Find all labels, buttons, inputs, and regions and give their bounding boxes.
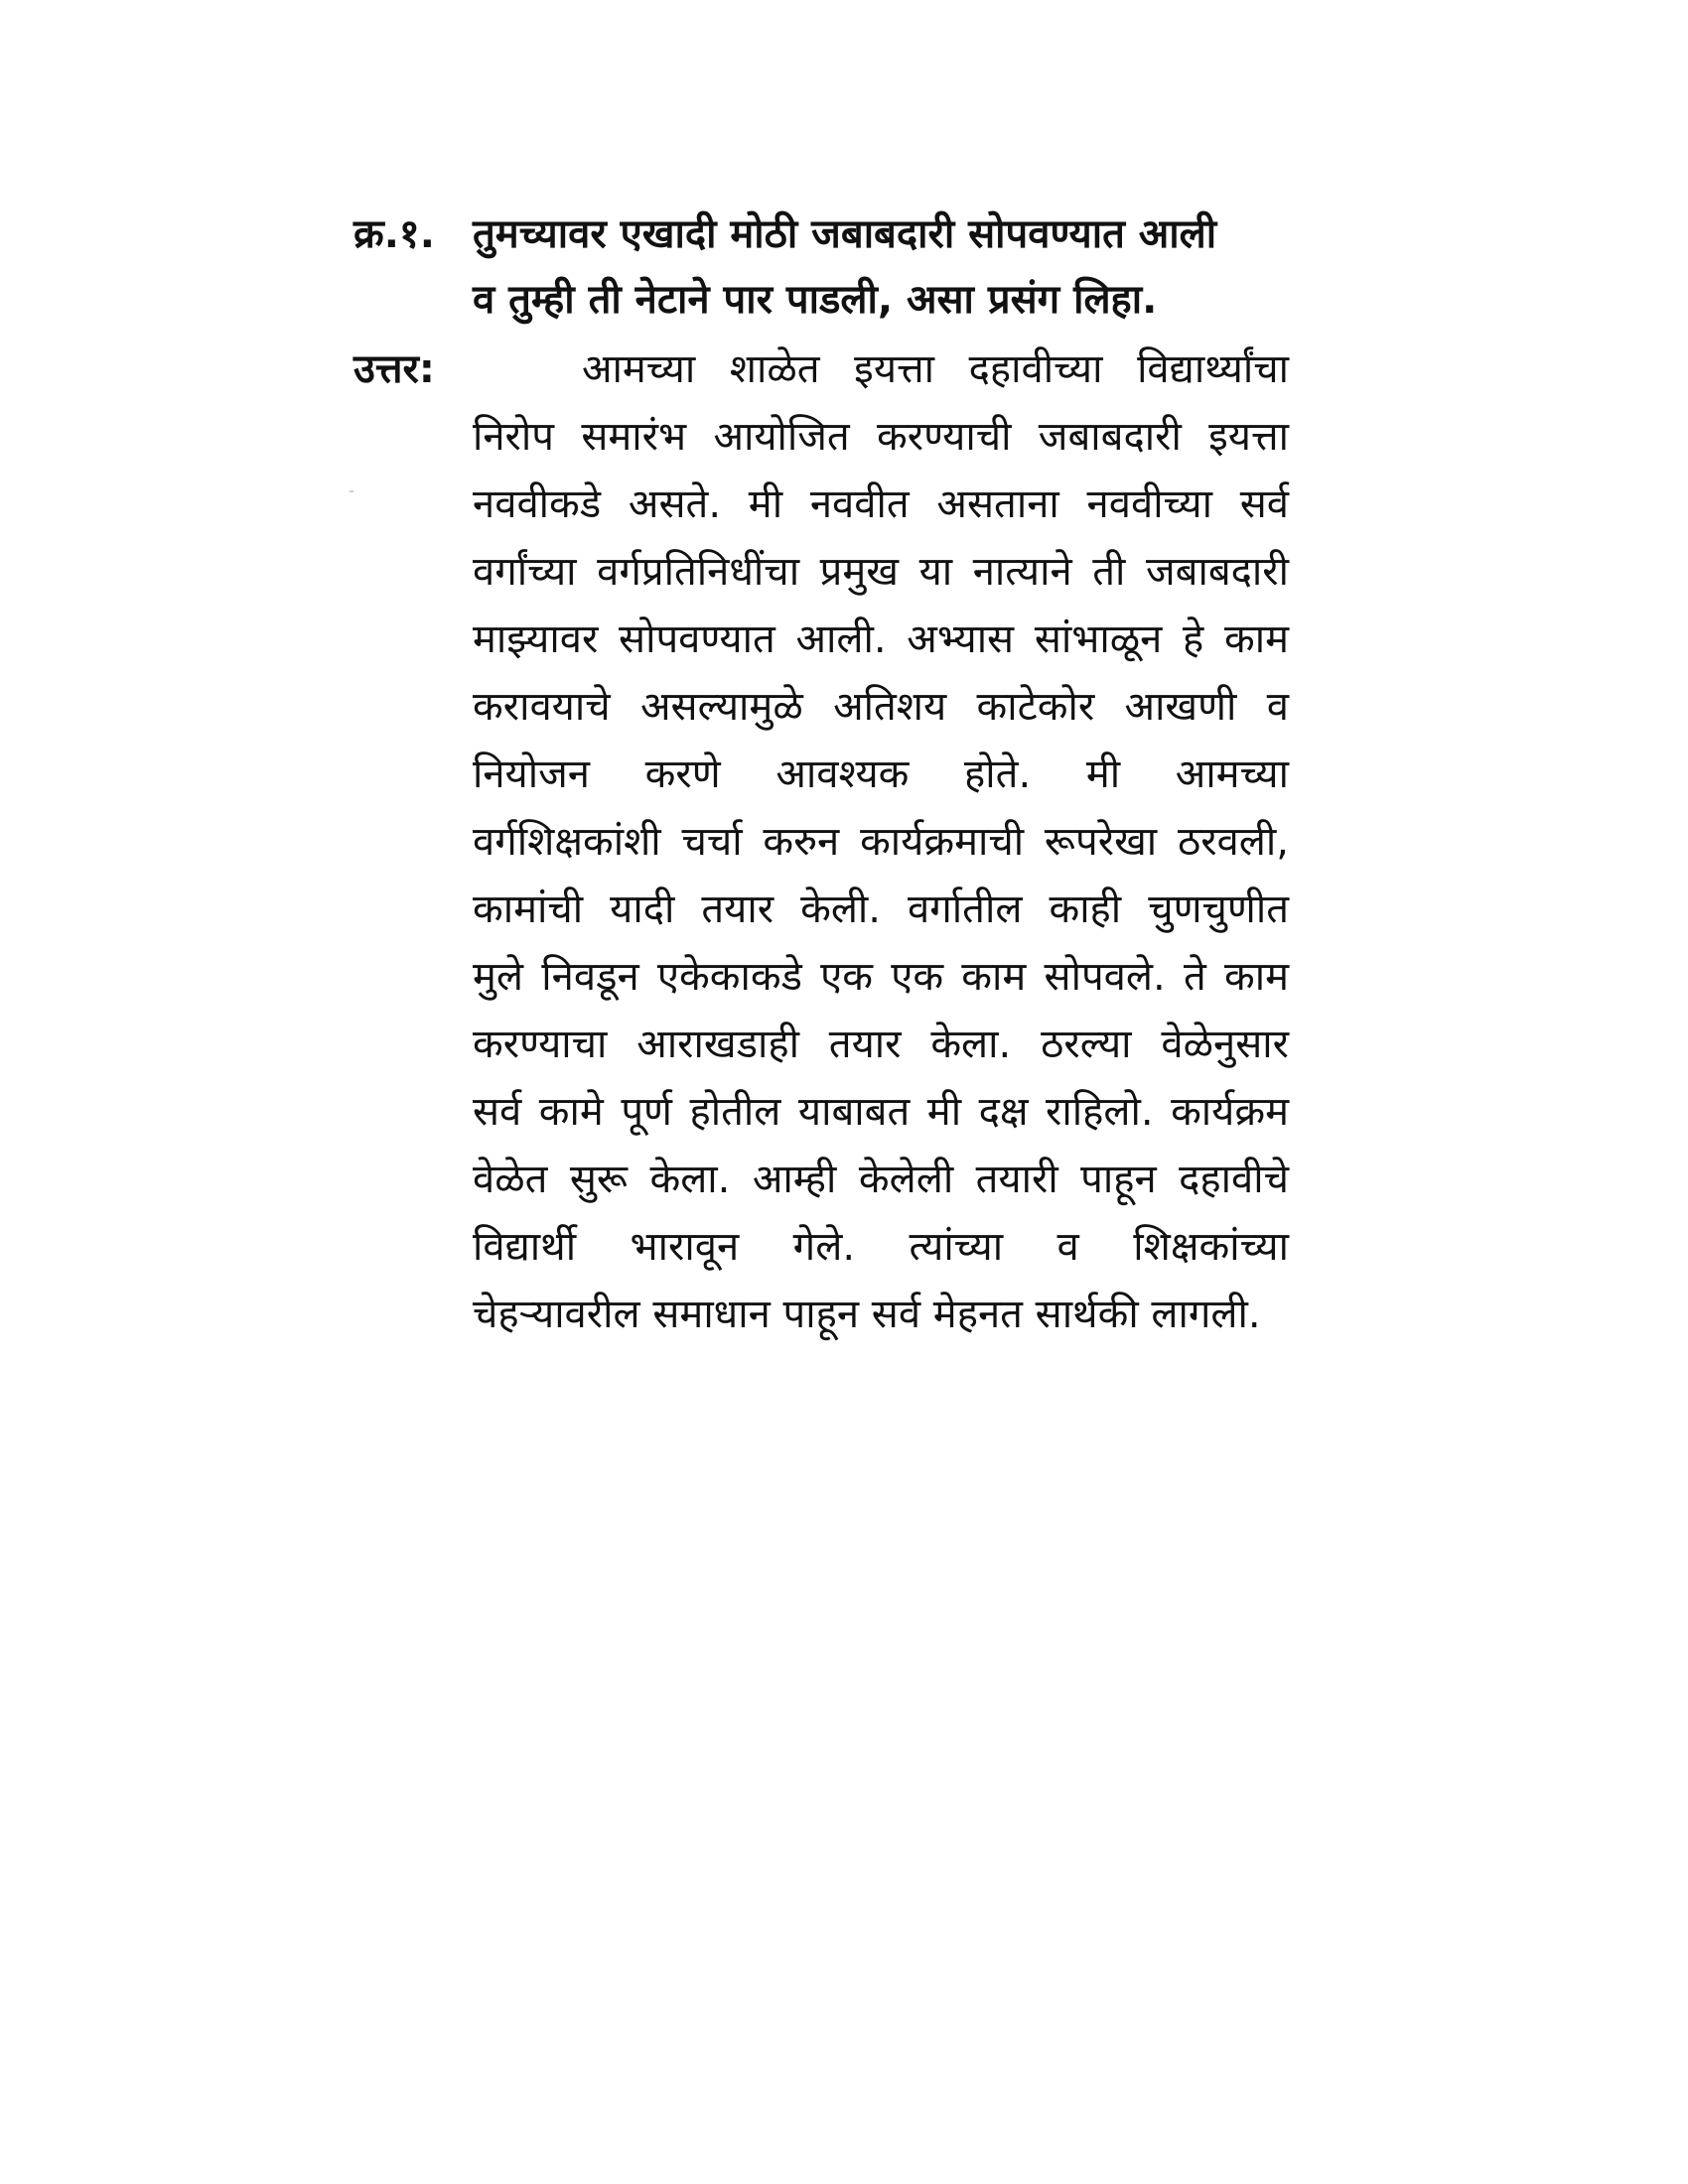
answer-line: वेळेत सुरू केला. आम्ही केलेली तयारी पाहून दहावीचे [473, 1157, 1289, 1202]
answer-line: चेहऱ्यावरील समाधान पाहून सर्व मेहनत सार्थकी लागली. [473, 1292, 1261, 1337]
scan-speck [350, 490, 353, 492]
answer-label: उत्तर: [353, 346, 435, 392]
answer-line: सर्व कामे पूर्ण होतील याबाबत मी दक्ष राहिलो. कार्यक्रम [473, 1089, 1289, 1135]
answer-line: मुले निवडून एकेकाकडे एक एक काम सोपवले. ते काम [473, 954, 1289, 1000]
answer-line: नववीकडे असते. मी नववीत असताना नववीच्या सर्व [473, 481, 1289, 527]
answer-line: करण्याचा आराखडाही तयार केला. ठरल्या वेळेनुसार [473, 1022, 1289, 1067]
answer-line: वर्गशिक्षकांशी चर्चा करुन कार्यक्रमाची रूपरेखा ठरवली, [473, 819, 1289, 865]
answer-line: नियोजन करणे आवश्यक होते. मी आमच्या [473, 751, 1289, 797]
answer-line: निरोप समारंभ आयोजित करण्याची जबाबदारी इयत्ता [473, 414, 1289, 460]
answer-line: कामांची यादी तयार केली. वर्गातील काही चुणचुणीत [473, 887, 1289, 932]
answer-line: माझ्यावर सोपवण्यात आली. अभ्यास सांभाळून हे काम [473, 616, 1289, 662]
question-line: तुमच्यावर एखादी मोठी जबाबदारी सोपवण्यात आली [473, 211, 1217, 257]
answer-line: वर्गांच्या वर्गप्रतिनिधींचा प्रमुख या नात्याने ती जबाबदारी [473, 549, 1289, 595]
answer-line: आमच्या शाळेत इयत्ता दहावीच्या विद्यार्थ्यांचा [582, 346, 1289, 392]
question-number: क्र.१. [353, 211, 435, 257]
answer-line: करावयाचे असल्यामुळे अतिशय काटेकोर आखणी व [473, 684, 1289, 730]
question-line: व तुम्ही ती नेटाने पार पाडली, असा प्रसंग लिहा. [473, 277, 1158, 323]
answer-line: विद्यार्थी भारावून गेले. त्यांच्या व शिक्षकांच्या [473, 1224, 1289, 1270]
